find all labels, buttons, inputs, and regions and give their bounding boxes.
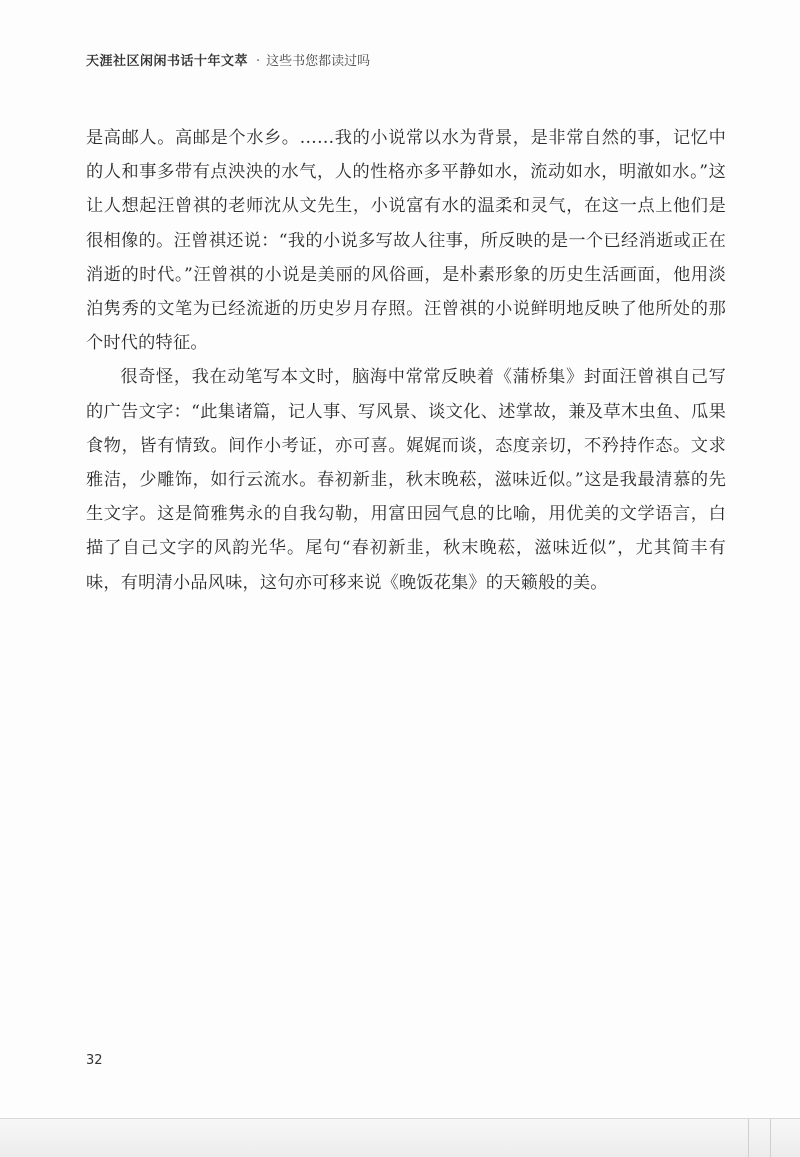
paragraph-continued: 是高邮人。高邮是个水乡。……我的小说常以水为背景，是非常自然的事，记忆中的人和事多带有点泱泱的水气，人的性格亦多平静如水，流动如水，明澈如水。”这让人想起汪曾祺的老师沈从文先生，小说富有水的温柔和灵气，在这一点上他们是很相像的。汪曾祺还说：“我的小说多写故人往事，所反映的是一个已经消逝或正在消逝的时代。”汪曾祺的小说是美丽的风俗画，是朴素形象的历史生活画面，他用淡泊隽秀的文笔为已经流逝的历史岁月存照。汪曾祺的小说鲜明地反映了他所处的那个时代的特征。 bbox=[86, 128, 726, 354]
page-bottom-edge bbox=[0, 1118, 800, 1157]
running-header bbox=[86, 50, 370, 69]
body-text bbox=[86, 121, 726, 600]
header-book-title: 天涯社区闲闲书话十年文萃 bbox=[86, 54, 249, 69]
header-separator: · bbox=[256, 54, 261, 69]
header-chapter-title: 这些书您都读过吗 bbox=[266, 54, 371, 69]
page-fold-line bbox=[770, 1119, 771, 1157]
paragraph: 很奇怪，我在动笔写本文时，脑海中常常反映着《蒲桥集》封面汪曾祺自己写的广告文字：“此集诸篇，记人事、写风景、谈文化、述掌故，兼及草木虫鱼、瓜果食物，皆有情致。间作小考证，亦可喜。娓娓而谈，态度亲切，不矜持作态。文求雅洁，少雕饰，如行云流水。春初新韭，秋末晚菘，滋味近似。”这是我最清慕的先生文字。这是简雅隽永的自我勾勒，用富田园气息的比喻，用优美的文学语言，白描了自己文字的风韵光华。尾句“春初新韭，秋末晚菘，滋味近似”，尤其简丰有味，有明清小品风味，这句亦可移来说《晚饭花集》的天籁般的美。 bbox=[86, 367, 726, 593]
page-fold-line bbox=[748, 1119, 749, 1157]
page-number: 32 bbox=[86, 1053, 103, 1068]
